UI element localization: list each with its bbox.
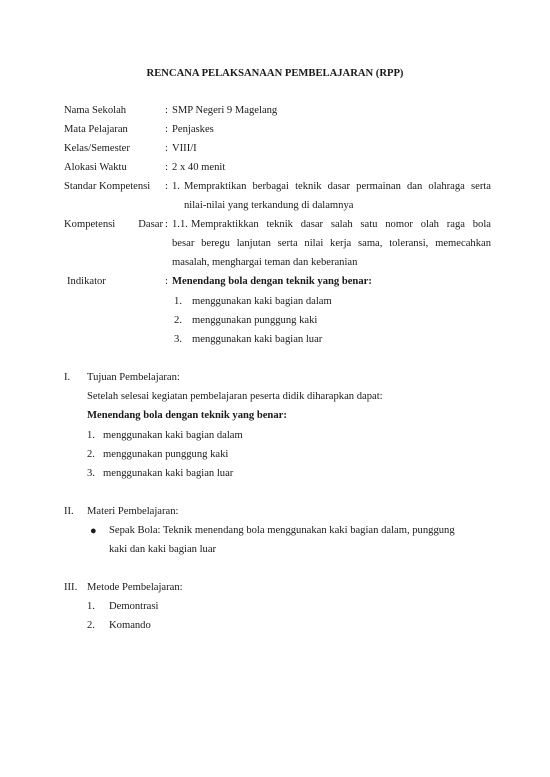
kompetensi-number: 1.1. <box>172 219 188 230</box>
section-heading-metode: Metode Pembelajaran: <box>87 582 183 593</box>
colon: : <box>165 143 168 154</box>
indikator-item-number: 1. <box>174 296 182 307</box>
colon: : <box>165 276 168 287</box>
indikator-item-number: 3. <box>174 334 182 345</box>
colon: : <box>165 124 168 135</box>
metode-item: Demontrasi <box>109 601 159 612</box>
indikator-item: menggunakan kaki bagian luar <box>192 334 323 345</box>
label-kelas-semester: Kelas/Semester <box>64 143 130 154</box>
standar-number: 1. <box>172 181 180 192</box>
value-mata-pelajaran: Penjaskes <box>172 124 214 135</box>
materi-bullet-line-1: Sepak Bola: Teknik menendang bola menggunakan kaki bagian dalam, punggung <box>109 525 455 536</box>
label-kompetensi-dasar: Kompetensi Dasar <box>64 219 163 230</box>
section-numeral-tujuan: I. <box>64 372 71 383</box>
tujuan-item-number: 1. <box>87 430 95 441</box>
kompetensi-text-line-1: Mempraktikkan teknik dasar salah satu nomor olah raga bola <box>191 219 491 230</box>
indikator-item-number: 2. <box>174 315 182 326</box>
tujuan-item-number: 2. <box>87 449 95 460</box>
label-indikator: Indikator <box>67 276 106 287</box>
section-numeral-metode: III. <box>64 582 78 593</box>
materi-bullet-line-2: kaki dan kaki bagian luar <box>109 544 217 555</box>
tujuan-intro: Setelah selesai kegiatan pembelajaran peserta didik diharapkan dapat: <box>87 391 383 402</box>
colon: : <box>165 162 168 173</box>
tujuan-item: menggunakan kaki bagian luar <box>103 468 234 479</box>
section-heading-tujuan: Tujuan Pembelajaran: <box>87 372 180 383</box>
metode-item-number: 2. <box>87 620 95 631</box>
tujuan-subheading: Menendang bola dengan teknik yang benar: <box>87 410 287 421</box>
label-mata-pelajaran: Mata Pelajaran <box>64 124 128 135</box>
indikator-heading: Menendang bola dengan teknik yang benar: <box>172 276 372 287</box>
tujuan-item: menggunakan kaki bagian dalam <box>103 430 243 441</box>
standar-text-line-2: nilai-nilai yang terkandung di dalamnya <box>184 200 354 211</box>
tujuan-item: menggunakan punggung kaki <box>103 449 229 460</box>
tujuan-item-number: 3. <box>87 468 95 479</box>
colon: : <box>165 105 168 116</box>
standar-text-line-1: Mempraktikan berbagai teknik dasar permainan dan olahraga serta <box>184 181 491 192</box>
value-kelas-semester: VIII/I <box>172 143 197 154</box>
indikator-item: menggunakan kaki bagian dalam <box>192 296 332 307</box>
label-nama-sekolah: Nama Sekolah <box>64 105 127 116</box>
section-numeral-materi: II. <box>64 506 74 517</box>
kompetensi-text-line-3: masalah, menghargai teman dan keberanian <box>172 257 358 268</box>
bullet-icon: ● <box>90 525 97 537</box>
colon: : <box>165 219 168 230</box>
document-title: RENCANA PELAKSANAAN PEMBELAJARAN (RPP) <box>146 68 404 79</box>
metode-item: Komando <box>109 620 151 631</box>
label-alokasi-waktu: Alokasi Waktu <box>64 162 127 173</box>
value-nama-sekolah: SMP Negeri 9 Magelang <box>172 105 278 116</box>
colon: : <box>165 181 168 192</box>
value-alokasi-waktu: 2 x 40 menit <box>172 162 226 173</box>
label-standar-kompetensi: Standar Kompetensi <box>64 181 151 192</box>
kompetensi-text-line-2: besar beregu lanjutan serta nilai kerja sama, toleransi, memecahkan <box>172 238 491 249</box>
indikator-item: menggunakan punggung kaki <box>192 315 318 326</box>
section-heading-materi: Materi Pembelajaran: <box>87 506 179 517</box>
metode-item-number: 1. <box>87 601 95 612</box>
